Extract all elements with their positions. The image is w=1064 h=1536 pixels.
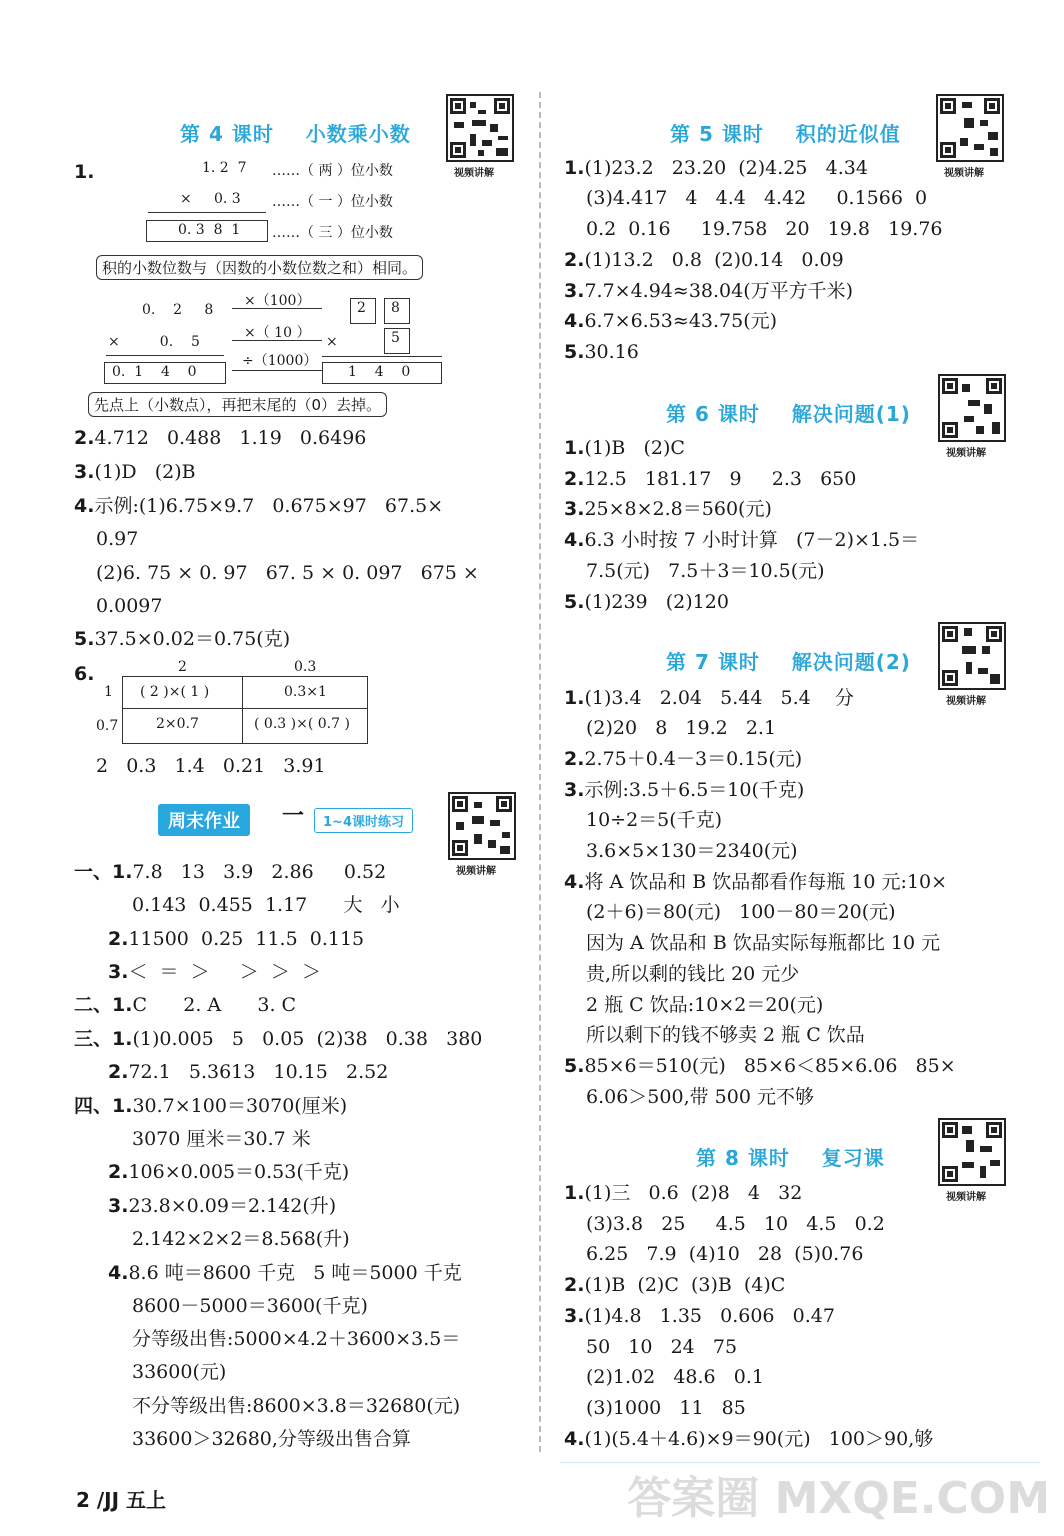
w4-4-answer-e: 不分等级出售:8600×3.8＝32680(元) <box>132 1395 461 1417</box>
l8-1-answer-b: (3)3.8 25 4.5 10 4.5 0.2 <box>586 1213 885 1235</box>
l5-1-line <box>564 156 868 180</box>
l8-3-number: 3. <box>564 1305 585 1327</box>
w4-4-answer-c: 分等级出售:5000×4.2＋3600×3.5＝ <box>132 1328 461 1350</box>
w1-3-answer: ＜ ＝ ＞ ＞ ＞ ＞ <box>128 961 321 983</box>
w4-2-label: 2. <box>108 1161 129 1183</box>
mult1-note-a: ……（ 两 ）位小数 <box>272 163 393 179</box>
w4-answer-a: 30.7×100＝3070(厘米) <box>132 1095 348 1117</box>
l7-4-line <box>564 870 947 894</box>
grid-col-head-1: 2 <box>178 659 187 675</box>
watermark-logo: 答案圈 MXQE.COM <box>627 1473 1050 1524</box>
l7-3-answer-b: 10÷2＝5(千克) <box>586 809 723 831</box>
l6-5-line <box>564 590 729 614</box>
l6-2-number: 2. <box>564 468 585 490</box>
weekend-tag: 周末作业 <box>158 804 250 836</box>
qr-label: 视频讲解 <box>944 168 984 179</box>
l5-2-number: 2. <box>564 249 585 271</box>
arrow-left-icon <box>232 370 322 371</box>
mult2-result: 0. 1 4 0 <box>112 364 197 380</box>
grid-cell-21: 2×0.7 <box>156 716 199 732</box>
w4-4-answer-a: 8.6 吨＝8600 千克 5 吨＝5000 千克 <box>128 1262 462 1284</box>
l6-3-answer: 25×8×2.8＝560(元) <box>584 498 772 520</box>
l8-1-number: 1. <box>564 1182 585 1204</box>
mult2-result2: 1 4 0 <box>348 364 411 380</box>
mult2-rule: 先点上（小数点），再把末尾的（0）去掉。 <box>88 392 387 417</box>
grid-col-head-2: 0.3 <box>294 659 317 675</box>
grid-divider-v <box>242 676 243 744</box>
grid-cell-22: ( 0.3 )×( 0.7 ) <box>254 716 350 732</box>
l7-1-answer-b: (2)20 8 19.2 2.1 <box>586 717 777 739</box>
qr-label: 视频讲解 <box>946 1192 986 1203</box>
l5-2-line <box>564 248 844 272</box>
w4-3-label: 3. <box>108 1195 129 1217</box>
lesson8-title: 第 8 课时 复习课 <box>696 1146 885 1170</box>
l8-4-line <box>564 1427 933 1451</box>
mult2-arrow3-label: ÷（1000） <box>242 353 318 369</box>
mult1-rule: 积的小数位数与（因数的小数位数之和）相同。 <box>96 255 423 280</box>
grid-cell-11: ( 2 )×( 1 ) <box>140 684 210 700</box>
l6-4-number: 4. <box>564 529 585 551</box>
q1-number: 1. <box>74 161 95 183</box>
q4-answer-c: (2)6. 75 × 0. 97 67. 5 × 0. 097 675 × <box>96 562 479 584</box>
l6-5-answer: (1)239 (2)120 <box>584 591 729 613</box>
q4-answer-b: 0.97 <box>96 528 139 550</box>
grid-divider-h <box>122 708 368 709</box>
mult1-note-r: ……（ 三 ）位小数 <box>272 225 393 241</box>
lesson7-title: 第 7 课时 解决问题(2) <box>666 650 911 674</box>
w2-label: 二、1. <box>74 994 133 1016</box>
l8-1-answer-c: 6.25 7.9 (4)10 28 (5)0.76 <box>586 1243 864 1265</box>
l7-2-line <box>564 747 802 771</box>
l6-1-line <box>564 436 685 460</box>
l7-1-number: 1. <box>564 687 585 709</box>
l5-3-line <box>564 279 853 303</box>
w1-line <box>74 860 386 884</box>
mult1-factor-a: 1. 2 7 <box>202 160 247 176</box>
l7-3-answer-a: 示例:3.5＋6.5＝10(千克) <box>584 779 805 801</box>
l5-2-answer: (1)13.2 0.8 (2)0.14 0.09 <box>584 249 844 271</box>
mult2-factor-b: × 0. 5 <box>108 334 200 350</box>
l5-1-number: 1. <box>564 157 585 179</box>
l7-1-answer-a: (1)3.4 2.04 5.44 5.4 分 <box>584 687 854 709</box>
l7-4-answer-c: 因为 A 饮品和 B 饮品实际每瓶都比 10 元 <box>586 932 941 954</box>
l8-4-answer: (1)(5.4＋4.6)×9＝90(元) 100＞90,够 <box>584 1428 934 1450</box>
grid-cell-12: 0.3×1 <box>284 684 327 700</box>
w2-line <box>74 993 296 1017</box>
w1-2-answer: 11500 0.25 11.5 0.115 <box>128 928 365 950</box>
l5-5-answer: 30.16 <box>584 341 639 363</box>
w4-4-answer-d: 33600(元) <box>132 1361 227 1383</box>
l5-3-answer: 7.7×4.94≈38.04(万平方千米) <box>584 280 854 302</box>
lesson5-title: 第 5 课时 积的近似值 <box>670 122 901 146</box>
q2-answer: 4.712 0.488 1.19 0.6496 <box>94 427 367 449</box>
l5-1-answer-c: 0.2 0.16 19.758 20 19.8 19.76 <box>586 218 943 240</box>
q3-line <box>74 460 196 484</box>
column-divider <box>539 92 541 1452</box>
l7-1-line <box>564 686 854 710</box>
l7-3-line <box>564 778 804 802</box>
l5-3-number: 3. <box>564 280 585 302</box>
q5-answer: 37.5×0.02＝0.75(克) <box>94 628 291 650</box>
w4-3-answer-a: 23.8×0.09＝2.142(升) <box>128 1195 337 1217</box>
l7-5-answer-a: 85×6＝510(元) 85×6＜85×6.06 85× <box>584 1055 956 1077</box>
l8-3-line <box>564 1304 835 1328</box>
l8-1-line <box>564 1181 802 1205</box>
qr-label: 视频讲解 <box>946 696 986 707</box>
l6-5-number: 5. <box>564 591 585 613</box>
grid-row-head-1: 1 <box>104 684 113 700</box>
q4-answer-a: 示例:(1)6.75×9.7 0.675×97 67.5× <box>94 495 444 517</box>
l7-5-answer-b: 6.06＞500,带 500 元不够 <box>586 1086 814 1108</box>
l7-5-line <box>564 1054 956 1078</box>
arrow-right-icon <box>232 340 322 341</box>
q4-line <box>74 494 443 518</box>
w4-3-line <box>108 1194 336 1218</box>
l8-3-answer-c: (2)1.02 48.6 0.1 <box>586 1366 764 1388</box>
l8-3-answer-b: 50 10 24 75 <box>586 1336 738 1358</box>
l6-4-line <box>564 528 919 552</box>
l7-2-number: 2. <box>564 748 585 770</box>
w1-2-line <box>108 927 364 951</box>
mult2-x-sign: × <box>326 334 338 350</box>
q5-number: 5. <box>74 628 95 650</box>
l7-4-answer-d: 贵,所以剩的钱比 20 元少 <box>586 963 800 985</box>
mult1-result: 0. 3 8 1 <box>178 222 241 238</box>
l8-3-answer-d: (3)1000 11 85 <box>586 1397 746 1419</box>
w3-line <box>74 1027 482 1051</box>
mult2-arrow1-label: ×（100） <box>244 293 311 309</box>
l7-3-number: 3. <box>564 779 585 801</box>
page-footer: 2 /JJ 五上 <box>76 1488 167 1512</box>
l7-4-number: 4. <box>564 871 585 893</box>
l7-3-answer-c: 3.6×5×130＝2340(元) <box>586 840 798 862</box>
q4-number: 4. <box>74 495 95 517</box>
mult2-box3-digit: 5 <box>391 330 400 346</box>
l7-4-answer-f: 所以剩下的钱不够卖 2 瓶 C 饮品 <box>586 1024 865 1046</box>
l8-2-line <box>564 1273 785 1297</box>
w4-4-answer-f: 33600＞32680,分等级出售合算 <box>132 1428 411 1450</box>
qr-code-icon[interactable] <box>446 94 514 162</box>
w1-label: 一、1. <box>74 861 133 883</box>
weekend-sub: 1~4课时练习 <box>314 808 413 833</box>
l5-1-answer-b: (3)4.417 4 4.4 4.42 0.1566 0 <box>586 187 928 209</box>
qr-code-icon[interactable] <box>938 374 1006 442</box>
mult1-factor-b: × 0. 3 <box>180 191 241 207</box>
mult2-arrow2-label: ×（ 10 ） <box>244 325 311 341</box>
w3-answer: (1)0.005 5 0.05 (2)38 0.38 380 <box>132 1028 483 1050</box>
l6-3-line <box>564 497 772 521</box>
w4-2-line <box>108 1160 349 1184</box>
w1-answer-b: 0.143 0.455 1.17 大 小 <box>132 894 400 916</box>
q3-answer: (1)D (2)B <box>94 461 196 483</box>
w2-answer: C 2. A 3. C <box>132 994 297 1016</box>
w1-3-label: 3. <box>108 961 129 983</box>
l6-3-number: 3. <box>564 498 585 520</box>
w1-3-line <box>108 960 321 984</box>
l8-2-answer: (1)B (2)C (3)B (4)C <box>584 1274 786 1296</box>
l8-1-answer-a: (1)三 0.6 (2)8 4 32 <box>584 1182 803 1204</box>
w4-label: 四、1. <box>74 1095 133 1117</box>
w4-2-answer: 106×0.005＝0.53(千克) <box>128 1161 350 1183</box>
l6-1-number: 1. <box>564 437 585 459</box>
l5-5-line <box>564 340 639 364</box>
lesson4-title: 第 4 课时 小数乘小数 <box>180 122 411 146</box>
q3-number: 3. <box>74 461 95 483</box>
l7-4-answer-e: 2 瓶 C 饮品:10×2＝20(元) <box>586 994 824 1016</box>
l5-5-number: 5. <box>564 341 585 363</box>
mult2-box2-digit: 8 <box>391 300 400 316</box>
weekend-dash: 一 <box>282 803 305 829</box>
mult1-note-b: ……（ 一 ）位小数 <box>272 194 393 210</box>
l8-3-answer-a: (1)4.8 1.35 0.606 0.47 <box>584 1305 835 1327</box>
w4-4-answer-b: 8600－5000＝3600(千克) <box>132 1295 368 1317</box>
mult2-rule-line2 <box>322 356 442 357</box>
l5-4-line <box>564 309 777 333</box>
w4-4-line <box>108 1261 462 1285</box>
w3-2-label: 2. <box>108 1061 129 1083</box>
w1-2-label: 2. <box>108 928 129 950</box>
l5-4-answer: 6.7×6.53≈43.75(元) <box>584 310 778 332</box>
qr-code-icon[interactable] <box>938 622 1006 690</box>
w1-answer-a: 7.8 13 3.9 2.86 0.52 <box>132 861 387 883</box>
q6-answer: 2 0.3 1.4 0.21 3.91 <box>96 755 326 777</box>
q2-number: 2. <box>74 427 95 449</box>
l5-4-number: 4. <box>564 310 585 332</box>
mult2-factor-a: 0. 2 8 <box>142 302 214 318</box>
q5-line <box>74 627 290 651</box>
qr-code-icon[interactable] <box>938 1118 1006 1186</box>
mult2-rule-line <box>106 355 224 356</box>
arrow-right-icon <box>232 308 322 309</box>
qr-code-icon[interactable] <box>936 94 1004 162</box>
w4-4-label: 4. <box>108 1262 129 1284</box>
w4-answer-b: 3070 厘米＝30.7 米 <box>132 1128 311 1150</box>
w4-3-answer-b: 2.142×2×2＝8.568(升) <box>132 1228 350 1250</box>
mult1-rule-line <box>148 212 266 213</box>
l8-2-number: 2. <box>564 1274 585 1296</box>
l7-2-answer: 2.75＋0.4－3＝0.15(元) <box>584 748 803 770</box>
qr-label: 视频讲解 <box>456 866 496 877</box>
qr-code-icon[interactable] <box>448 792 516 860</box>
qr-label: 视频讲解 <box>946 448 986 459</box>
lesson6-title: 第 6 课时 解决问题(1) <box>666 402 911 426</box>
l6-1-answer: (1)B (2)C <box>584 437 685 459</box>
mult2-box1-digit: 2 <box>357 300 366 316</box>
q2-line <box>74 426 366 450</box>
qr-label: 视频讲解 <box>454 168 494 179</box>
l6-4-answer-a: 6.3 小时按 7 小时计算 (7－2)×1.5＝ <box>584 529 920 551</box>
l7-4-answer-b: (2＋6)＝80(元) 100－80＝20(元) <box>586 901 896 923</box>
l6-2-line <box>564 467 856 491</box>
w4-line <box>74 1094 347 1118</box>
w3-2-line <box>108 1060 388 1084</box>
q4-answer-d: 0.0097 <box>96 595 163 617</box>
l6-2-answer: 12.5 181.17 9 2.3 650 <box>584 468 857 490</box>
w3-2-answer: 72.1 5.3613 10.15 2.52 <box>128 1061 389 1083</box>
w3-label: 三、1. <box>74 1028 133 1050</box>
l7-4-answer-a: 将 A 饮品和 B 饮品都看作每瓶 10 元:10× <box>584 871 948 893</box>
l8-4-number: 4. <box>564 1428 585 1450</box>
grid-row-head-2: 0.7 <box>96 718 119 734</box>
l7-5-number: 5. <box>564 1055 585 1077</box>
l6-4-answer-b: 7.5(元) 7.5＋3＝10.5(元) <box>586 560 825 582</box>
l5-1-answer: (1)23.2 23.20 (2)4.25 4.34 <box>584 157 868 179</box>
q6-number: 6. <box>74 663 95 685</box>
